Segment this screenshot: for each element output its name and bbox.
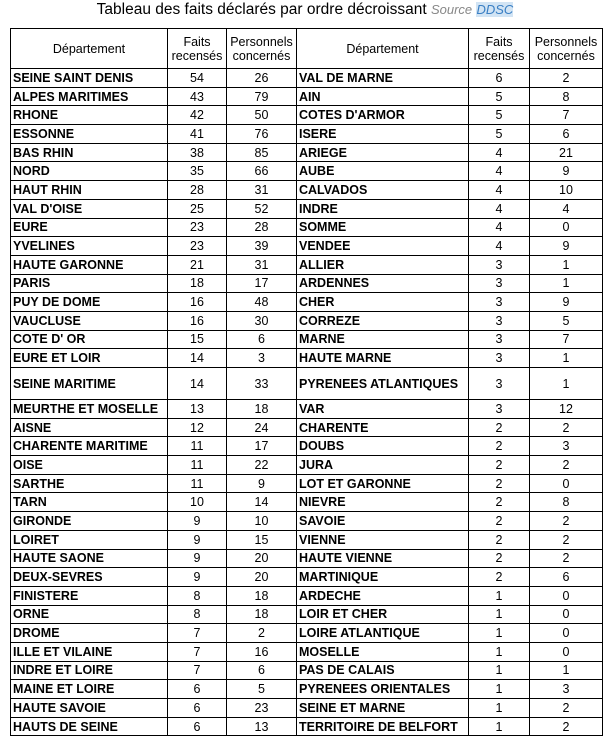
faits-cell: 43 [168, 87, 227, 106]
personnels-cell: 21 [530, 143, 603, 162]
departement-cell: ALPES MARITIMES [11, 87, 168, 106]
faits-cell: 6 [469, 69, 530, 88]
faits-cell: 41 [168, 125, 227, 144]
faits-cell: 1 [469, 586, 530, 605]
departement-cell: YVELINES [11, 237, 168, 256]
faits-cell: 1 [469, 680, 530, 699]
table-row [11, 456, 603, 475]
departement-cell: MAINE ET LOIRE [11, 680, 168, 699]
table-row [11, 87, 603, 106]
table-row [11, 125, 603, 144]
personnels-cell: 10 [227, 512, 297, 531]
departement-cell: SAVOIE [297, 512, 469, 531]
faits-cell: 5 [469, 106, 530, 125]
faits-cell: 12 [168, 418, 227, 437]
personnels-cell: 1 [530, 255, 603, 274]
departement-cell: MARNE [297, 330, 469, 349]
faits-cell: 9 [168, 512, 227, 531]
table-row [11, 106, 603, 125]
table-row [11, 699, 603, 718]
faits-cell: 14 [168, 349, 227, 368]
faits-cell: 2 [469, 512, 530, 531]
departement-cell: PYRENEES ORIENTALES [297, 680, 469, 699]
departement-cell: MOSELLE [297, 642, 469, 661]
faits-cell: 9 [168, 568, 227, 587]
personnels-cell: 2 [530, 418, 603, 437]
departement-cell: INDRE ET LOIRE [11, 661, 168, 680]
departement-cell: NORD [11, 162, 168, 181]
table-row [11, 642, 603, 661]
faits-cell: 18 [168, 274, 227, 293]
header-faits-right: Faits recensés [469, 29, 530, 69]
table-row [11, 330, 603, 349]
faits-cell: 9 [168, 530, 227, 549]
personnels-cell: 3 [530, 437, 603, 456]
faits-cell: 23 [168, 237, 227, 256]
departement-cell: LOIRE ATLANTIQUE [297, 624, 469, 643]
personnels-cell: 5 [227, 680, 297, 699]
departement-cell: RHONE [11, 106, 168, 125]
personnels-cell: 17 [227, 274, 297, 293]
table-title: Tableau des faits déclarés par ordre décroissant [96, 1, 427, 18]
faits-cell: 6 [168, 717, 227, 736]
source-label: Source [430, 2, 473, 17]
faits-cell: 5 [469, 87, 530, 106]
personnels-cell: 22 [227, 456, 297, 475]
departement-cell: EURE ET LOIR [11, 349, 168, 368]
faits-cell: 10 [168, 493, 227, 512]
faits-cell: 2 [469, 437, 530, 456]
faits-cell: 25 [168, 199, 227, 218]
departement-cell: MEURTHE ET MOSELLE [11, 400, 168, 419]
departement-cell: NIEVRE [297, 493, 469, 512]
personnels-cell: 6 [227, 330, 297, 349]
table-row [11, 717, 603, 736]
table-row [11, 474, 603, 493]
departement-cell: VAR [297, 400, 469, 419]
personnels-cell: 2 [530, 717, 603, 736]
departement-cell: PYRENEES ATLANTIQUES [297, 368, 469, 400]
personnels-cell: 1 [530, 661, 603, 680]
header-personnels-right: Personnels concernés [530, 29, 603, 69]
personnels-cell: 2 [530, 530, 603, 549]
departement-cell: HAUTS DE SEINE [11, 717, 168, 736]
faits-cell: 4 [469, 162, 530, 181]
faits-cell: 2 [469, 530, 530, 549]
personnels-cell: 14 [227, 493, 297, 512]
faits-cell: 2 [469, 474, 530, 493]
faits-cell: 42 [168, 106, 227, 125]
personnels-cell: 18 [227, 586, 297, 605]
faits-cell: 4 [469, 237, 530, 256]
table-row [11, 218, 603, 237]
personnels-cell: 6 [530, 568, 603, 587]
faits-cell: 11 [168, 437, 227, 456]
departement-cell: HAUT RHIN [11, 181, 168, 200]
faits-cell: 1 [469, 605, 530, 624]
faits-cell: 9 [168, 549, 227, 568]
departement-cell: DROME [11, 624, 168, 643]
header-faits-left: Faits recensés [168, 29, 227, 69]
faits-cell: 3 [469, 255, 530, 274]
faits-cell: 2 [469, 456, 530, 475]
departement-cell: CHARENTE MARITIME [11, 437, 168, 456]
personnels-cell: 48 [227, 293, 297, 312]
faits-cell: 8 [168, 586, 227, 605]
departement-cell: COTES D'ARMOR [297, 106, 469, 125]
personnels-cell: 52 [227, 199, 297, 218]
personnels-cell: 4 [530, 199, 603, 218]
source-name: DDSC [476, 2, 514, 17]
personnels-cell: 16 [227, 642, 297, 661]
faits-cell: 7 [168, 661, 227, 680]
faits-cell: 14 [168, 368, 227, 400]
personnels-cell: 6 [227, 661, 297, 680]
personnels-cell: 9 [530, 293, 603, 312]
faits-cell: 4 [469, 218, 530, 237]
header-departement-left: Département [11, 29, 168, 69]
faits-cell: 3 [469, 274, 530, 293]
personnels-cell: 28 [227, 218, 297, 237]
departement-cell: GIRONDE [11, 512, 168, 531]
table-row [11, 437, 603, 456]
personnels-cell: 6 [530, 125, 603, 144]
table-row [11, 530, 603, 549]
header-personnels-left: Personnels concernés [227, 29, 297, 69]
personnels-cell: 12 [530, 400, 603, 419]
table-row [11, 400, 603, 419]
departement-cell: LOT ET GARONNE [297, 474, 469, 493]
personnels-cell: 5 [530, 311, 603, 330]
faits-cell: 2 [469, 418, 530, 437]
personnels-cell: 24 [227, 418, 297, 437]
personnels-cell: 18 [227, 400, 297, 419]
table-row [11, 680, 603, 699]
faits-cell: 4 [469, 181, 530, 200]
departement-cell: CHARENTE [297, 418, 469, 437]
personnels-cell: 1 [530, 368, 603, 400]
table-row [11, 181, 603, 200]
personnels-cell: 76 [227, 125, 297, 144]
departement-cell: PAS DE CALAIS [297, 661, 469, 680]
faits-cell: 3 [469, 311, 530, 330]
personnels-cell: 17 [227, 437, 297, 456]
personnels-cell: 2 [530, 456, 603, 475]
departement-cell: TERRITOIRE DE BELFORT [297, 717, 469, 736]
faits-cell: 7 [168, 642, 227, 661]
departement-cell: TARN [11, 493, 168, 512]
departement-cell: ORNE [11, 605, 168, 624]
faits-cell: 6 [168, 680, 227, 699]
personnels-cell: 31 [227, 255, 297, 274]
personnels-cell: 10 [530, 181, 603, 200]
table-row [11, 349, 603, 368]
faits-cell: 21 [168, 255, 227, 274]
table-row [11, 274, 603, 293]
faits-cell: 2 [469, 549, 530, 568]
faits-cell: 28 [168, 181, 227, 200]
faits-cell: 6 [168, 699, 227, 718]
table-row [11, 69, 603, 88]
departement-cell: PARIS [11, 274, 168, 293]
departement-cell: EURE [11, 218, 168, 237]
table-row [11, 162, 603, 181]
table-caption [0, 0, 610, 22]
departement-cell: VAL DE MARNE [297, 69, 469, 88]
faits-cell: 2 [469, 568, 530, 587]
departement-cell: VAL D'OISE [11, 199, 168, 218]
personnels-cell: 50 [227, 106, 297, 125]
faits-cell: 13 [168, 400, 227, 419]
table-row [11, 605, 603, 624]
departement-cell: AISNE [11, 418, 168, 437]
personnels-cell: 2 [530, 512, 603, 531]
departement-cell: VIENNE [297, 530, 469, 549]
faits-cell: 4 [469, 199, 530, 218]
departement-cell: VAUCLUSE [11, 311, 168, 330]
table-row [11, 512, 603, 531]
personnels-cell: 3 [227, 349, 297, 368]
faits-cell: 38 [168, 143, 227, 162]
personnels-cell: 39 [227, 237, 297, 256]
personnels-cell: 23 [227, 699, 297, 718]
personnels-cell: 79 [227, 87, 297, 106]
personnels-cell: 85 [227, 143, 297, 162]
faits-cell: 3 [469, 293, 530, 312]
table-row [11, 368, 603, 400]
header-row [11, 29, 603, 69]
personnels-cell: 2 [530, 549, 603, 568]
departement-cell: SARTHE [11, 474, 168, 493]
personnels-cell: 7 [530, 330, 603, 349]
departement-cell: MARTINIQUE [297, 568, 469, 587]
departement-cell: ARIEGE [297, 143, 469, 162]
faits-cell: 3 [469, 349, 530, 368]
faits-cell: 1 [469, 642, 530, 661]
table-row [11, 199, 603, 218]
table-body [11, 69, 603, 736]
faits-cell: 1 [469, 624, 530, 643]
personnels-cell: 0 [530, 605, 603, 624]
departement-cell: HAUTE MARNE [297, 349, 469, 368]
faits-cell: 16 [168, 311, 227, 330]
faits-cell: 5 [469, 125, 530, 144]
departement-cell: COTE D' OR [11, 330, 168, 349]
table-row [11, 293, 603, 312]
faits-cell: 1 [469, 661, 530, 680]
departement-cell: LOIRET [11, 530, 168, 549]
faits-cell: 54 [168, 69, 227, 88]
personnels-cell: 31 [227, 181, 297, 200]
personnels-cell: 66 [227, 162, 297, 181]
personnels-cell: 15 [227, 530, 297, 549]
table-row [11, 143, 603, 162]
faits-cell: 23 [168, 218, 227, 237]
departement-cell: CORREZE [297, 311, 469, 330]
faits-cell: 11 [168, 474, 227, 493]
personnels-cell: 8 [530, 493, 603, 512]
personnels-cell: 2 [227, 624, 297, 643]
personnels-cell: 2 [530, 699, 603, 718]
departement-cell: SEINE ET MARNE [297, 699, 469, 718]
faits-cell: 15 [168, 330, 227, 349]
personnels-cell: 9 [530, 237, 603, 256]
departement-cell: DOUBS [297, 437, 469, 456]
personnels-cell: 33 [227, 368, 297, 400]
departement-cell: HAUTE SAONE [11, 549, 168, 568]
departement-cell: JURA [297, 456, 469, 475]
departement-cell: HAUTE GARONNE [11, 255, 168, 274]
personnels-cell: 20 [227, 549, 297, 568]
personnels-cell: 18 [227, 605, 297, 624]
departement-cell: VENDEE [297, 237, 469, 256]
personnels-cell: 1 [530, 349, 603, 368]
table-row [11, 237, 603, 256]
personnels-cell: 8 [530, 87, 603, 106]
faits-cell: 1 [469, 717, 530, 736]
faits-cell: 11 [168, 456, 227, 475]
departement-cell: SOMME [297, 218, 469, 237]
personnels-cell: 7 [530, 106, 603, 125]
header-departement-right: Département [297, 29, 469, 69]
personnels-cell: 30 [227, 311, 297, 330]
table-row [11, 311, 603, 330]
departement-cell: ILLE ET VILAINE [11, 642, 168, 661]
departement-cell: CALVADOS [297, 181, 469, 200]
faits-cell: 8 [168, 605, 227, 624]
departement-cell: INDRE [297, 199, 469, 218]
table-row [11, 418, 603, 437]
personnels-cell: 26 [227, 69, 297, 88]
departement-cell: ARDECHE [297, 586, 469, 605]
personnels-cell: 2 [530, 69, 603, 88]
table-row [11, 255, 603, 274]
departement-cell: ALLIER [297, 255, 469, 274]
departement-cell: OISE [11, 456, 168, 475]
table-row [11, 568, 603, 587]
personnels-cell: 1 [530, 274, 603, 293]
table-row [11, 624, 603, 643]
departement-cell: FINISTERE [11, 586, 168, 605]
personnels-cell: 0 [530, 218, 603, 237]
personnels-cell: 20 [227, 568, 297, 587]
personnels-cell: 9 [530, 162, 603, 181]
departement-cell: HAUTE VIENNE [297, 549, 469, 568]
departement-cell: HAUTE SAVOIE [11, 699, 168, 718]
personnels-cell: 13 [227, 717, 297, 736]
faits-cell: 3 [469, 330, 530, 349]
departement-cell: SEINE MARITIME [11, 368, 168, 400]
departement-cell: SEINE SAINT DENIS [11, 69, 168, 88]
personnels-cell: 0 [530, 642, 603, 661]
faits-cell: 7 [168, 624, 227, 643]
table-row [11, 493, 603, 512]
faits-cell: 35 [168, 162, 227, 181]
faits-table [10, 28, 603, 736]
departement-cell: AIN [297, 87, 469, 106]
faits-cell: 3 [469, 368, 530, 400]
table-row [11, 661, 603, 680]
personnels-cell: 0 [530, 624, 603, 643]
personnels-cell: 0 [530, 586, 603, 605]
faits-cell: 2 [469, 493, 530, 512]
faits-cell: 1 [469, 699, 530, 718]
faits-cell: 4 [469, 143, 530, 162]
faits-cell: 3 [469, 400, 530, 419]
departement-cell: BAS RHIN [11, 143, 168, 162]
departement-cell: CHER [297, 293, 469, 312]
departement-cell: ESSONNE [11, 125, 168, 144]
departement-cell: ISERE [297, 125, 469, 144]
departement-cell: ARDENNES [297, 274, 469, 293]
departement-cell: DEUX-SEVRES [11, 568, 168, 587]
table-row [11, 586, 603, 605]
personnels-cell: 3 [530, 680, 603, 699]
faits-cell: 16 [168, 293, 227, 312]
table-row [11, 549, 603, 568]
departement-cell: PUY DE DOME [11, 293, 168, 312]
departement-cell: LOIR ET CHER [297, 605, 469, 624]
departement-cell: AUBE [297, 162, 469, 181]
personnels-cell: 0 [530, 474, 603, 493]
personnels-cell: 9 [227, 474, 297, 493]
